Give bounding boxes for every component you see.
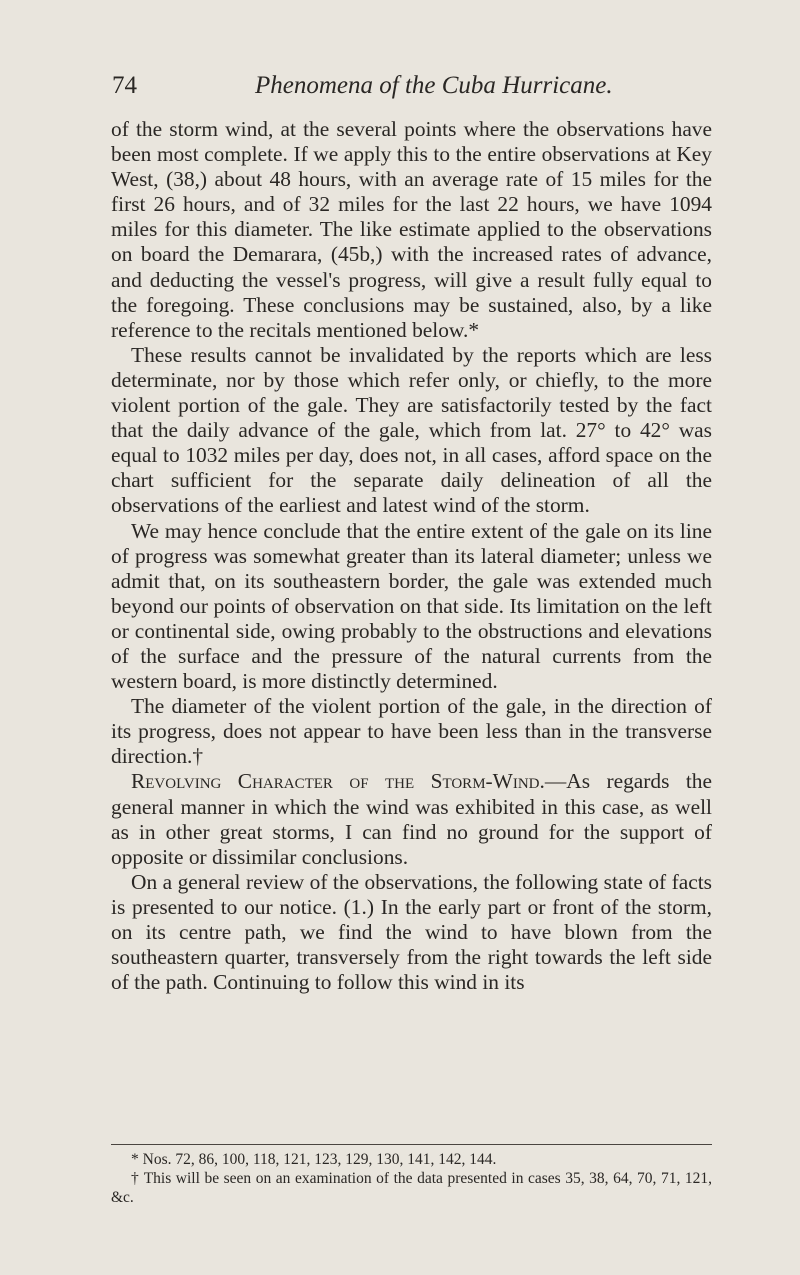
paragraph-6: On a general review of the observations, the following state of facts is presented to our notice. (1.) In the early part or front of the storm, on its centre path, we find the wind to have blown from the southeastern quarter, transversely from the right towards the left side of the path. Continuing to follow this wind in its (111, 869, 712, 995)
footnote-2: † This will be seen on an examination of the data presented in cases 35, 38, 64, 70, 71, 121, &c. (111, 1170, 712, 1206)
section-heading: Revolving Character of the Storm-Wind. (131, 769, 545, 794)
paragraph-4: The diameter of the violent portion of the gale, in the direction of its progress, does not appear to have been less than in the transverse direction.† (111, 694, 712, 769)
footnote-1: * Nos. 72, 86, 100, 118, 121, 123, 129, 130, 141, 142, 144. (131, 1151, 497, 1168)
footnotes (111, 1150, 712, 1207)
page-header (112, 72, 712, 108)
page-number: 74 (112, 72, 137, 99)
paragraph-1: of the storm wind, at the several points where the observations have been most complete. If we apply this to the entire observations at Key West, (38,) about 48 hours, with an average rate of 15 miles for the first 26 hours, and of 32 miles for the last 22 hours, we have 1094 miles for this diameter. The like estimate applied to the observations on board the Demarara, (45b,) with the increased rates of advance, and deducting the vessel's progress, will give a result fully equal to the foregoing. These conclusions may be sustained, also, by a like reference to the recitals mentioned below.* (111, 117, 712, 342)
paragraph-5 (111, 769, 712, 869)
paragraph-2: These results cannot be invalidated by the reports which are less determinate, nor by those which refer only, or chiefly, to the more violent portion of the gale. They are satisfactorily tested by the fact that the daily advance of the gale, which from lat. 27° to 42° was equal to 1032 miles per day, does not, in all cases, afford space on the chart sufficient for the separate daily delineation of all the observations of the earliest and latest wind of the storm. (111, 342, 712, 518)
paragraph-3: We may hence conclude that the entire extent of the gale on its line of progress was somewhat greater than its lateral diameter; unless we admit that, on its southeastern border, the gale was extended much beyond our points of observation on that side. Its limitation on the left or continental side, owing probably to the obstructions and elevations of the surface and the pressure of the natural currents from the western board, is more distinctly determined. (111, 518, 712, 694)
body-text (111, 117, 712, 995)
running-title: Phenomena of the Cuba Hurricane. (255, 72, 613, 99)
footnote-rule (111, 1144, 712, 1145)
paragraph-5-text: —As regards the general manner in which the wind was exhibited in this case, as well as in other great storms, I can find no ground for the support of opposite or dissimilar conclusions. (111, 769, 712, 869)
